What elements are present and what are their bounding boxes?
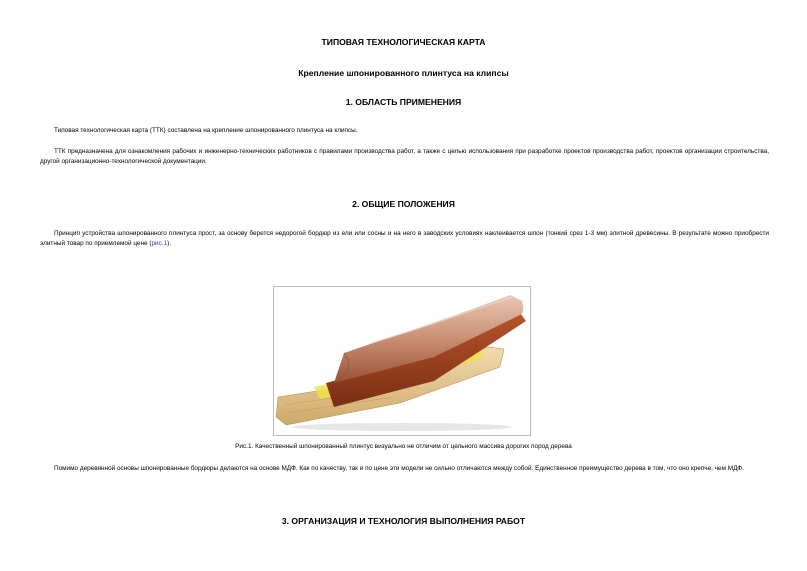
section-3-heading: 3. ОРГАНИЗАЦИЯ И ТЕХНОЛОГИЯ ВЫПОЛНЕНИЯ РАБОТ	[281, 516, 526, 526]
figure-1-image	[273, 286, 531, 436]
section-2-heading: 2. ОБЩИЕ ПОЛОЖЕНИЯ	[352, 199, 455, 209]
document-subtitle: Крепление шпонированного плинтуса на клипсы	[298, 68, 509, 78]
figure-1-link[interactable]: рис.1	[151, 240, 168, 247]
section-2-paragraph-1	[40, 229, 769, 249]
document-title: ТИПОВАЯ ТЕХНОЛОГИЧЕСКАЯ КАРТА	[321, 37, 486, 47]
figure-1-caption: Рис.1. Качественный шпонированный плинтус визуально не отличим от цельного массива дорогих пород дерева	[235, 443, 572, 450]
section-1-paragraph-1: Типовая технологическая карта (ТТК) составлена на крепление шпонированного плинтуса на клипсы.	[54, 127, 358, 134]
section-1-paragraph-2: ТТК предназначена для ознакомления рабочих и инженерно-технических работников с правилами производства работ, а также с целью использования при разработке проектов производства работ, проектов организации строительства, другой организационно-технологической документации.	[40, 148, 769, 165]
paragraph-text-end: ).	[167, 240, 172, 247]
veneered-baseboard-illustration	[274, 287, 530, 435]
section-1-heading: 1. ОБЛАСТЬ ПРИМЕНЕНИЯ	[345, 97, 462, 107]
section-2-paragraph-2: Помимо деревянной основы шпонированные бордюры делаются на основе МДФ. Как по качеству, так и по цене эти модели не сильно отличаются между собой. Единственное преимущество дерева в том, что оно крепче, чем МДФ.	[54, 465, 744, 472]
paragraph-text: Принцип устройства шпонированного плинтуса прост, за основу берется недорогой бордюр из ели или сосны и на него в заводских условиях наклеивается шпон (тонкий срез 1-3 мм) элитной древесины. В результате можно приобрести элитный товар по приемлемой цене (	[40, 230, 769, 247]
